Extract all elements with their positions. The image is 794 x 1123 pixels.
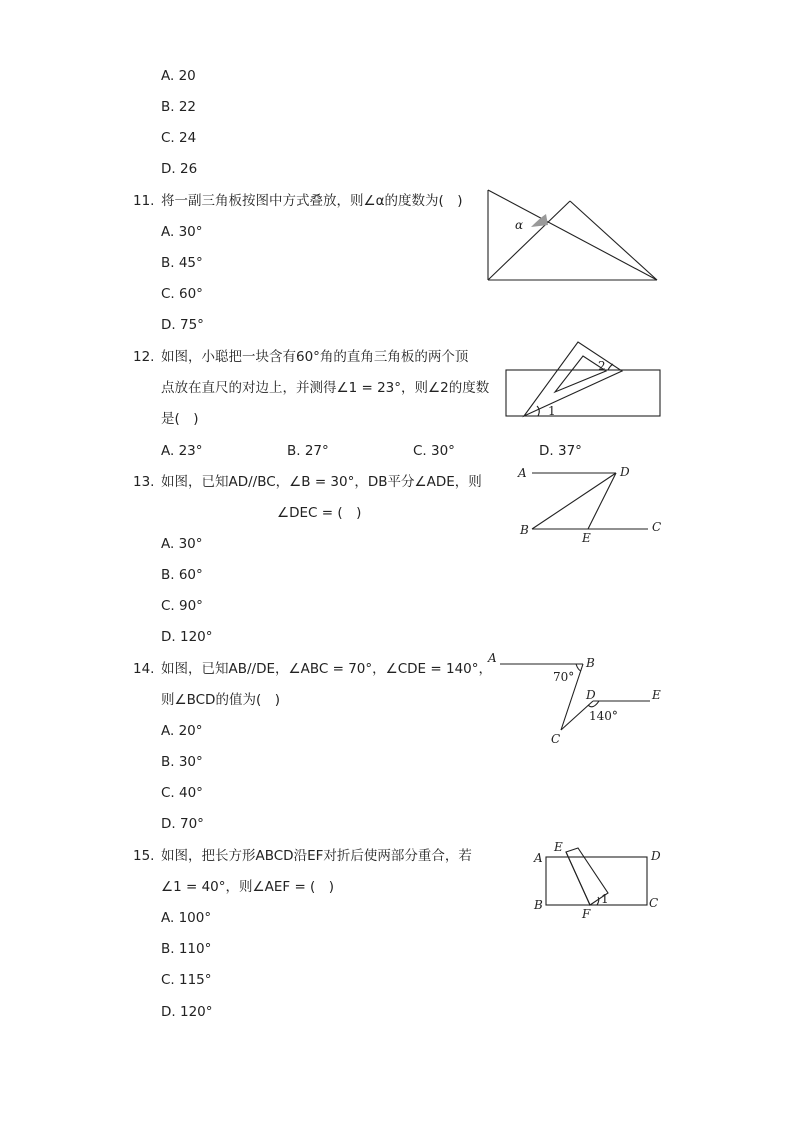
q12-number: 12. [133,349,155,365]
q15-option-d: D. 120° [161,1004,213,1020]
q15-label-d: D [651,849,661,863]
q15-label-b: B [534,898,543,912]
q15-label-e: E [554,840,563,854]
q13-label-e: E [582,531,591,545]
q11-stem: 将一副三角板按图中方式叠放，则∠α的度数为( ) [161,193,463,209]
q14-option-c: C. 40° [161,785,203,801]
q13-label-c: C [652,520,662,534]
q14-label-d: D [586,688,596,702]
q15-number: 15. [133,848,155,864]
q12-label-1: 1 [548,404,556,418]
q15-stem-line-1: 如图，把长方形ABCD沿EF对折后使两部分重合，若 [161,848,472,864]
q15-stem-line-2: ∠1 = 40°，则∠AEF = ( ) [161,879,335,895]
q14-option-b: B. 30° [161,754,203,770]
q12-option-b: B. 27° [287,443,329,459]
q12-option-a: A. 23° [161,443,203,459]
q13-number: 13. [133,474,155,490]
q13-stem-line-1: 如图，已知AD//BC，∠B = 30°，DB平分∠ADE，则 [161,474,482,490]
q13-option-a: A. 30° [161,536,203,552]
q12-option-d: D. 37° [539,443,582,459]
q14-angle-140: 140° [589,709,618,723]
q13-option-b: B. 60° [161,567,203,583]
q13-label-a: A [518,466,527,480]
q10-option-a: A. 20 [161,68,196,84]
q13-stem-line-2: ∠DEC = ( ) [277,505,362,521]
q12-option-c: C. 30° [413,443,455,459]
q14-option-a: A. 20° [161,723,203,739]
q15-label-a: A [534,851,543,865]
q14-angle-70: 70° [553,670,575,684]
q15-label-c: C [649,896,659,910]
q15-option-b: B. 110° [161,941,212,957]
q13-label-d: D [620,465,630,479]
q10-option-c: C. 24 [161,130,197,146]
q14-option-d: D. 70° [161,816,204,832]
q15-option-c: C. 115° [161,972,212,988]
q11-option-b: B. 45° [161,255,203,271]
q11-option-c: C. 60° [161,286,203,302]
q14-label-c: C [551,732,561,746]
q12-stem-line-2: 点放在直尺的对边上，并测得∠1 = 23°，则∠2的度数 [161,380,490,396]
q12-label-2: 2 [598,359,606,373]
q14-stem-line-1: 如图，已知AB//DE，∠ABC = 70°，∠CDE = 140°， [161,661,492,677]
q11-number: 11. [133,193,155,209]
q14-label-b: B [586,656,595,670]
q12-stem-line-1: 如图，小聪把一块含有60°角的直角三角板的两个顶 [161,349,469,365]
q14-label-a: A [488,651,497,665]
q15-label-1: 1 [601,892,609,906]
q11-alpha-label: α [515,218,524,232]
q11-option-a: A. 30° [161,224,203,240]
q11-option-d: D. 75° [161,317,204,333]
q13-option-c: C. 90° [161,598,203,614]
q15-label-f: F [582,907,591,921]
q14-stem-line-2: 则∠BCD的值为( ) [161,692,280,708]
q13-option-d: D. 120° [161,629,213,645]
q12-stem-line-3: 是( ) [161,411,199,427]
q10-option-d: D. 26 [161,161,198,177]
q13-label-b: B [520,523,529,537]
q14-label-e: E [652,688,661,702]
q14-number: 14. [133,661,155,677]
q15-option-a: A. 100° [161,910,212,926]
q10-option-b: B. 22 [161,99,197,115]
